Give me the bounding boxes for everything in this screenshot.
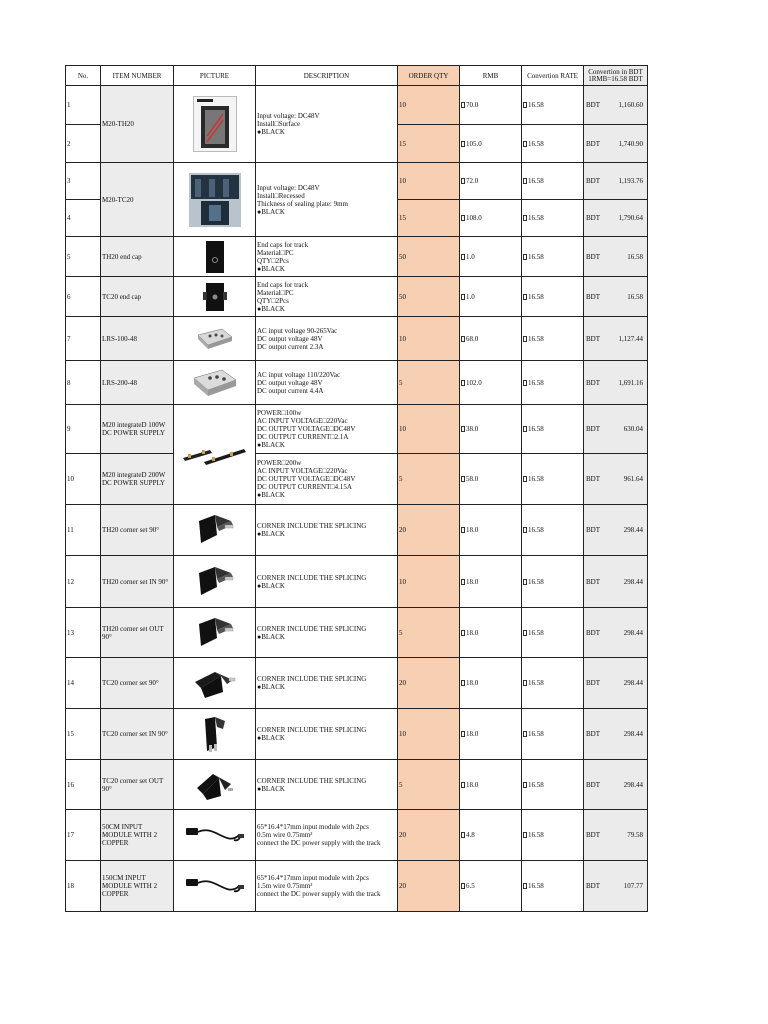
rate-value: 16.58: [528, 679, 544, 687]
bdt-cell: [584, 405, 648, 454]
order-qty-cell: 10: [398, 556, 460, 608]
item-number-cell: TH20 corner set 90°: [101, 505, 174, 556]
picture-cell: [174, 760, 256, 810]
rmb-cell: [460, 454, 522, 505]
track-black-product-icon: [175, 96, 254, 152]
table-row: [66, 608, 648, 658]
item-number-cell: TC20 corner set OUT 90°: [101, 760, 174, 810]
recessed-track-profile-icon: [175, 173, 254, 227]
table-row: [66, 237, 648, 277]
rmb-value: 70.0: [466, 101, 479, 109]
description-cell: AC input voltage 90-265Vac DC output voltage 48V DC output current 2.3A: [256, 317, 398, 361]
power-supply-icon: [175, 327, 254, 351]
rmb-cell: [460, 361, 522, 405]
bdt-amount: 107.77: [623, 882, 643, 890]
currency-box-icon: [461, 380, 465, 386]
rmb-value: 6.5: [466, 882, 475, 890]
picture-cell: [174, 277, 256, 317]
rate-value: 16.58: [528, 577, 544, 586]
rmb-cell: [460, 810, 522, 861]
currency-box-icon: [461, 630, 465, 636]
rate-value: 16.58: [528, 139, 544, 148]
currency-box-icon: [523, 782, 527, 788]
currency-box-icon: [523, 579, 527, 585]
bdt-cell: [584, 163, 648, 200]
table-row: [66, 163, 648, 200]
description-cell: CORNER INCLUDE THE SPLICING ●BLACK: [256, 608, 398, 658]
currency-label: BDT: [586, 577, 600, 586]
header-description: DESCRIPTION: [256, 66, 398, 86]
rmb-value: 18.0: [466, 730, 479, 738]
currency-box-icon: [461, 102, 465, 108]
currency-label: BDT: [586, 292, 600, 301]
currency-box-icon: [523, 680, 527, 686]
row-number: 5: [66, 237, 101, 277]
rmb-cell: [460, 317, 522, 361]
rmb-value: 72.0: [466, 177, 479, 185]
rate-value: 16.58: [528, 425, 544, 433]
rate-value: 16.58: [528, 177, 544, 185]
row-number: 12: [66, 556, 101, 608]
input-cable-icon: [175, 873, 254, 899]
bdt-cell: [584, 810, 648, 861]
rmb-cell: [460, 658, 522, 709]
currency-label: BDT: [586, 679, 600, 687]
description-cell: CORNER INCLUDE THE SPLICING ●BLACK: [256, 505, 398, 556]
order-qty-cell: 5: [398, 454, 460, 505]
currency-box-icon: [461, 476, 465, 482]
rate-cell: [522, 505, 584, 556]
bdt-amount: 298.44: [623, 577, 643, 586]
picture-cell: [174, 861, 256, 912]
rate-cell: [522, 861, 584, 912]
currency-box-icon: [461, 731, 465, 737]
rate-value: 16.58: [528, 475, 544, 483]
rmb-value: 18.0: [466, 628, 479, 637]
bdt-amount: 298.44: [623, 679, 643, 687]
rate-cell: [522, 556, 584, 608]
rmb-cell: [460, 86, 522, 125]
item-number-cell: TH20 corner set IN 90°: [101, 556, 174, 608]
currency-box-icon: [523, 178, 527, 184]
description-cell: End caps for track Material□PC QTY□2Pcs ●BLACK: [256, 277, 398, 317]
description-cell: Input voltage: DC48V Install□Surface ●BLACK: [256, 86, 398, 163]
order-qty-cell: 20: [398, 505, 460, 556]
description-cell: CORNER INCLUDE THE SPLICING ●BLACK: [256, 709, 398, 760]
bdt-cell: [584, 556, 648, 608]
header-picture: PICTURE: [174, 66, 256, 86]
currency-box-icon: [461, 832, 465, 838]
bdt-cell: [584, 454, 648, 505]
header-item-number: ITEM NUMBER: [101, 66, 174, 86]
rmb-cell: [460, 608, 522, 658]
table-row: [66, 556, 648, 608]
rate-value: 16.58: [528, 334, 544, 343]
table-row: [66, 361, 648, 405]
rmb-cell: [460, 163, 522, 200]
power-supply-large-icon: [175, 368, 254, 398]
picture-cell: [174, 317, 256, 361]
currency-box-icon: [461, 426, 465, 432]
currency-label: BDT: [586, 101, 600, 109]
rmb-value: 68.0: [466, 334, 479, 343]
rmb-cell: [460, 237, 522, 277]
currency-label: BDT: [586, 425, 600, 433]
currency-label: BDT: [586, 139, 600, 148]
picture-cell: [174, 556, 256, 608]
table-row: [66, 405, 648, 454]
rmb-cell: [460, 125, 522, 163]
currency-box-icon: [523, 254, 527, 260]
order-qty-cell: 10: [398, 163, 460, 200]
table-row: [66, 760, 648, 810]
order-qty-cell: 50: [398, 277, 460, 317]
bdt-amount: 961.64: [623, 475, 643, 483]
order-qty-cell: 10: [398, 86, 460, 125]
item-number-cell: TC20 end cap: [101, 277, 174, 317]
order-qty-cell: 15: [398, 200, 460, 237]
picture-cell: [174, 361, 256, 405]
bdt-amount: 16.58: [627, 252, 643, 261]
rate-cell: [522, 709, 584, 760]
description-cell: POWER□100w AC INPUT VOLTAGE□220Vac DC OUTPUT VOLTAGE□DC48V DC OUTPUT CURRENT□2.1A ●BLACK: [256, 405, 398, 454]
description-cell: CORNER INCLUDE THE SPLICING ●BLACK: [256, 760, 398, 810]
rate-cell: [522, 237, 584, 277]
rate-cell: [522, 658, 584, 709]
bdt-amount: 1,160.60: [618, 101, 643, 109]
bdt-cell: [584, 86, 648, 125]
rate-cell: [522, 361, 584, 405]
currency-label: BDT: [586, 628, 600, 637]
bdt-cell: [584, 709, 648, 760]
currency-box-icon: [461, 178, 465, 184]
rate-value: 16.58: [528, 831, 544, 839]
row-number: 8: [66, 361, 101, 405]
rate-value: 16.58: [528, 252, 544, 261]
bdt-amount: 1,127.44: [618, 334, 643, 343]
bdt-amount: 1,193.76: [618, 177, 643, 185]
table-row: [66, 810, 648, 861]
table-row: [66, 277, 648, 317]
rate-cell: [522, 163, 584, 200]
rate-cell: [522, 405, 584, 454]
integrated-driver-icon: [175, 444, 254, 466]
currency-box-icon: [461, 579, 465, 585]
header-bdt-line2: 1RMB=16.58 BDT: [588, 74, 643, 83]
bdt-amount: 79.58: [627, 831, 643, 839]
input-cable-icon: [175, 822, 254, 848]
rmb-value: 18.0: [466, 679, 479, 687]
item-number-cell: M20-TH20: [101, 86, 174, 163]
bdt-cell: [584, 505, 648, 556]
corner-connector-icon: [175, 565, 254, 599]
rmb-cell: [460, 405, 522, 454]
quotation-table: [65, 65, 648, 912]
bdt-cell: [584, 200, 648, 237]
rmb-value: 4.8: [466, 831, 475, 839]
picture-cell: [174, 237, 256, 277]
row-number: 7: [66, 317, 101, 361]
bdt-amount: 298.44: [623, 628, 643, 637]
picture-cell: [174, 405, 256, 505]
table-row: [66, 86, 648, 125]
currency-box-icon: [461, 782, 465, 788]
rmb-cell: [460, 556, 522, 608]
table-row: [66, 861, 648, 912]
order-qty-cell: 20: [398, 861, 460, 912]
bdt-cell: [584, 317, 648, 361]
row-number: 14: [66, 658, 101, 709]
table-row: [66, 317, 648, 361]
bdt-amount: 1,691.16: [618, 378, 643, 387]
picture-cell: [174, 86, 256, 163]
table-row: [66, 454, 648, 505]
order-qty-cell: 20: [398, 810, 460, 861]
currency-box-icon: [461, 527, 465, 533]
item-number-cell: M20 integrateD 100W DC POWER SUPPLY: [101, 405, 174, 454]
rate-value: 16.58: [528, 292, 544, 301]
currency-box-icon: [461, 141, 465, 147]
item-number-cell: LRS-200-48: [101, 361, 174, 405]
corner-connector-in-icon: [175, 715, 254, 753]
row-number: 13: [66, 608, 101, 658]
currency-label: BDT: [586, 214, 600, 222]
row-number: 17: [66, 810, 101, 861]
currency-box-icon: [523, 527, 527, 533]
bdt-amount: 298.44: [623, 526, 643, 534]
currency-box-icon: [523, 630, 527, 636]
bdt-amount: 1,790.64: [618, 214, 643, 222]
rmb-value: 18.0: [466, 526, 479, 534]
description-cell: AC input voltage 110/220Vac DC output voltage 48V DC output current 4.4A: [256, 361, 398, 405]
rate-cell: [522, 125, 584, 163]
picture-cell: [174, 709, 256, 760]
bdt-cell: [584, 277, 648, 317]
currency-box-icon: [523, 883, 527, 889]
currency-box-icon: [523, 215, 527, 221]
rate-value: 16.58: [528, 730, 544, 738]
row-number: 10: [66, 454, 101, 505]
currency-label: BDT: [586, 378, 600, 387]
rate-cell: [522, 760, 584, 810]
rmb-value: 108.0: [466, 214, 482, 222]
row-number: 4: [66, 200, 101, 237]
row-number: 16: [66, 760, 101, 810]
header-conversion-rate: Convertion RATE: [522, 66, 584, 86]
order-qty-cell: 20: [398, 658, 460, 709]
header-rmb: RMB: [460, 66, 522, 86]
order-qty-cell: 5: [398, 361, 460, 405]
picture-cell: [174, 608, 256, 658]
bdt-cell: [584, 237, 648, 277]
currency-box-icon: [523, 476, 527, 482]
currency-box-icon: [461, 254, 465, 260]
order-qty-cell: 15: [398, 125, 460, 163]
bdt-amount: 298.44: [623, 730, 643, 738]
currency-box-icon: [523, 102, 527, 108]
row-number: 9: [66, 405, 101, 454]
currency-label: BDT: [586, 882, 600, 890]
header-order-qty: ORDER QTY: [398, 66, 460, 86]
bdt-cell: [584, 361, 648, 405]
row-number: 15: [66, 709, 101, 760]
bdt-cell: [584, 658, 648, 709]
picture-cell: [174, 163, 256, 237]
currency-box-icon: [461, 336, 465, 342]
header-row: [66, 66, 648, 86]
currency-box-icon: [523, 380, 527, 386]
bdt-cell: [584, 861, 648, 912]
item-number-cell: M20-TC20: [101, 163, 174, 237]
rmb-value: 102.0: [466, 378, 482, 387]
row-number: 18: [66, 861, 101, 912]
item-number-cell: TH20 end cap: [101, 237, 174, 277]
currency-label: BDT: [586, 475, 600, 483]
currency-box-icon: [461, 680, 465, 686]
corner-connector-icon: [175, 616, 254, 650]
description-cell: 65*16.4*17mm input module with 2pcs 0.5m wire 0.75mm² connect the DC power supply with the track: [256, 810, 398, 861]
order-qty-cell: 10: [398, 709, 460, 760]
rmb-cell: [460, 200, 522, 237]
order-qty-cell: 10: [398, 317, 460, 361]
rmb-cell: [460, 861, 522, 912]
table-row: [66, 505, 648, 556]
currency-label: BDT: [586, 730, 600, 738]
end-cap-icon: [175, 240, 254, 274]
rmb-cell: [460, 709, 522, 760]
currency-box-icon: [523, 832, 527, 838]
rmb-value: 105.0: [466, 139, 482, 148]
order-qty-cell: 5: [398, 760, 460, 810]
currency-label: BDT: [586, 252, 600, 261]
description-cell: Input voltage: DC48V Install□Recessed Thickness of sealing plate: 9mm ●BLACK: [256, 163, 398, 237]
rate-cell: [522, 86, 584, 125]
description-cell: POWER□200w AC INPUT VOLTAGE□220Vac DC OUTPUT VOLTAGE□DC48V DC OUTPUT CURRENT□4.15A ●BLACK: [256, 454, 398, 505]
bdt-cell: [584, 760, 648, 810]
item-number-cell: TH20 corner set OUT 90°: [101, 608, 174, 658]
rate-cell: [522, 454, 584, 505]
row-number: 3: [66, 163, 101, 200]
corner-connector-icon: [175, 513, 254, 547]
order-qty-cell: 50: [398, 237, 460, 277]
rate-value: 16.58: [528, 780, 544, 789]
description-cell: CORNER INCLUDE THE SPLICING ●BLACK: [256, 556, 398, 608]
order-qty-cell: 10: [398, 405, 460, 454]
rate-cell: [522, 608, 584, 658]
item-number-cell: 150CM INPUT MODULE WITH 2 COPPER: [101, 861, 174, 912]
item-number-cell: TC20 corner set IN 90°: [101, 709, 174, 760]
rmb-value: 18.0: [466, 577, 479, 586]
rate-value: 16.58: [528, 378, 544, 387]
rate-cell: [522, 277, 584, 317]
rate-value: 16.58: [528, 882, 544, 890]
rate-value: 16.58: [528, 628, 544, 637]
currency-label: BDT: [586, 831, 600, 839]
rmb-value: 58.0: [466, 475, 479, 483]
picture-cell: [174, 505, 256, 556]
corner-connector-flat-icon: [175, 666, 254, 700]
bdt-amount: 16.58: [627, 292, 643, 301]
description-cell: 65*16.4*17mm input module with 2pcs 1.5m wire 0.75mm² connect the DC power supply with the track: [256, 861, 398, 912]
currency-box-icon: [523, 294, 527, 300]
picture-cell: [174, 658, 256, 709]
rate-value: 16.58: [528, 526, 544, 534]
currency-label: BDT: [586, 177, 600, 185]
currency-label: BDT: [586, 526, 600, 534]
bdt-amount: 1,740.90: [618, 139, 643, 148]
bdt-amount: 630.04: [623, 425, 643, 433]
currency-box-icon: [523, 731, 527, 737]
description-cell: End caps for track Material□PC QTY□2Pcs ●BLACK: [256, 237, 398, 277]
corner-connector-out-icon: [175, 768, 254, 802]
bdt-amount: 298.44: [623, 780, 643, 789]
item-number-cell: LRS-100-48: [101, 317, 174, 361]
header-conversion-bdt: [584, 66, 648, 86]
currency-box-icon: [461, 215, 465, 221]
rmb-value: 1.0: [466, 292, 475, 301]
item-number-cell: TC20 corner set 90°: [101, 658, 174, 709]
currency-box-icon: [461, 294, 465, 300]
rate-value: 16.58: [528, 214, 544, 222]
rmb-cell: [460, 277, 522, 317]
rmb-value: 18.0: [466, 780, 479, 789]
bdt-cell: [584, 125, 648, 163]
header-no: No.: [66, 66, 101, 86]
item-number-cell: 50CM INPUT MODULE WITH 2 COPPER: [101, 810, 174, 861]
rate-cell: [522, 810, 584, 861]
row-number: 2: [66, 125, 101, 163]
bdt-cell: [584, 608, 648, 658]
row-number: 1: [66, 86, 101, 125]
order-qty-cell: 5: [398, 608, 460, 658]
end-cap-flanged-icon: [175, 282, 254, 312]
currency-box-icon: [523, 141, 527, 147]
header-bdt-line1: Convertion in BDT: [588, 67, 643, 76]
item-number-cell: M20 integrateD 200W DC POWER SUPPLY: [101, 454, 174, 505]
rate-value: 16.58: [528, 101, 544, 109]
currency-box-icon: [523, 336, 527, 342]
currency-label: BDT: [586, 780, 600, 789]
rmb-cell: [460, 760, 522, 810]
rmb-value: 1.0: [466, 252, 475, 261]
row-number: 11: [66, 505, 101, 556]
currency-box-icon: [523, 426, 527, 432]
rmb-value: 38.0: [466, 425, 479, 433]
row-number: 6: [66, 277, 101, 317]
picture-cell: [174, 810, 256, 861]
description-cell: CORNER INCLUDE THE SPLICING ●BLACK: [256, 658, 398, 709]
currency-box-icon: [461, 883, 465, 889]
currency-label: BDT: [586, 334, 600, 343]
rate-cell: [522, 200, 584, 237]
table-row: [66, 658, 648, 709]
table-row: [66, 709, 648, 760]
rmb-cell: [460, 505, 522, 556]
rate-cell: [522, 317, 584, 361]
